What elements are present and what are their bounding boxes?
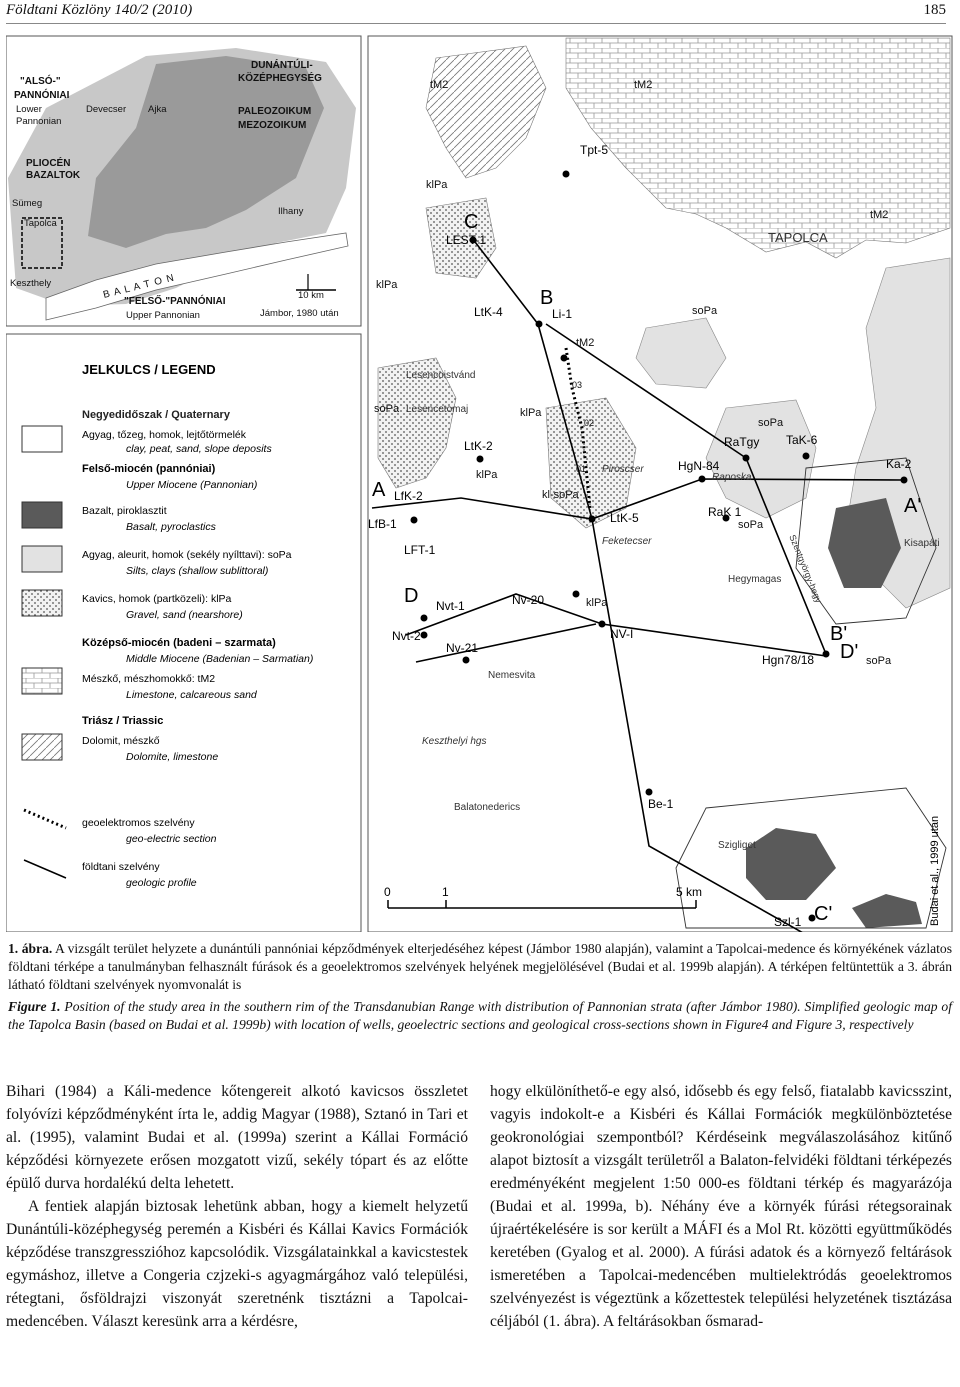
legend-item-hu: Agyag, tőzeg, homok, lejtőtörmelék (82, 429, 247, 441)
unit-symbol: klPa (426, 179, 448, 191)
geoelectric-label: 01 (576, 464, 587, 474)
map-credit: Budai et al., 1999 után (929, 815, 941, 926)
well-marker (421, 615, 428, 622)
well-label: LEST-1 (446, 233, 487, 247)
scale-label: 5 km (676, 885, 703, 899)
running-header (6, 2, 946, 24)
figure-1 (6, 28, 954, 932)
well-label: HgN-84 (678, 459, 720, 473)
legend-heading: Felső-miocén (pannóniai) (82, 463, 216, 475)
legend-item-en: clay, peat, sand, slope deposits (126, 443, 272, 455)
unit-symbol: tM2 (430, 79, 449, 91)
legend-item-en: Dolomite, limestone (126, 751, 219, 763)
well-marker (803, 453, 810, 460)
legend-heading-en: Middle Miocene (Badenian – Sarmatian) (126, 653, 314, 665)
legend-item-en: geo-electric section (126, 833, 217, 845)
inset-label: "FELSŐ-"PANNÓNIAI (124, 296, 226, 307)
legend-item-en: geologic profile (126, 877, 197, 889)
legend-swatch-basalt (22, 502, 62, 528)
unit-symbol: soPa (758, 417, 784, 429)
section-letter: A' (904, 495, 922, 517)
well-marker (743, 455, 750, 462)
well-label: LtK-4 (474, 305, 503, 319)
legend-item-en: Basalt, pyroclastics (126, 521, 216, 533)
well-label: Hgn78/18 (762, 653, 815, 667)
caption-text-hu: A vizsgált terület helyzete a dunántúli pannóniai képződmények elterjedéséhez képest (Jámbor 1980 alapján), valamint a Tapolcai-medence és környékének vázlatos földtani térképe a tanulmányban felhasznált fúrások és a geoelektromos szelvények helyének megjelölésével (Budai et al. 1999b alapján). A térképen feltüntettük a 3. ábrán látható földtani szelvények nyomvonalát is (8, 941, 952, 992)
well-label: RaTgy (724, 435, 760, 449)
inset-label: KÖZÉPHEGYSÉG (238, 73, 322, 84)
unit-symbol: soPa (374, 403, 400, 415)
well-marker (536, 321, 543, 328)
legend-item-hu: Kavics, homok (partközeli): klPa (82, 593, 232, 605)
place-label: Kisapáti (904, 538, 940, 549)
inset-label: Sümeg (12, 198, 43, 209)
legend-swatch-gravel (22, 590, 62, 616)
well-marker (589, 516, 596, 523)
well-marker (561, 355, 568, 362)
unit-symbol: tM2 (576, 337, 595, 349)
legend-heading: Középső-miocén (badeni – szarmata) (82, 637, 276, 649)
place-label: Lesencoistvánd (406, 370, 476, 381)
figure-caption (8, 940, 952, 1038)
well-label: Ka-2 (886, 457, 912, 471)
section-letter: D' (840, 641, 859, 663)
inset-label: Devecser (86, 104, 127, 115)
legend-item-en: Gravel, sand (nearshore) (126, 609, 243, 621)
section-letter: B (540, 287, 554, 309)
well-label: LtK-2 (464, 439, 493, 453)
main-map (368, 36, 952, 932)
unit-symbol: soPa (738, 519, 764, 531)
inset-label: Pannonian (16, 116, 62, 127)
unit-symbol: tM2 (634, 79, 653, 91)
well-marker (477, 456, 484, 463)
well-label: Tpt-5 (580, 143, 609, 157)
well-marker (646, 789, 653, 796)
unit-symbol: tM2 (870, 209, 889, 221)
well-marker (901, 477, 908, 484)
caption-label-hu: 1. ábra. (8, 941, 53, 956)
section-letter: C' (814, 903, 833, 925)
inset-label: Upper Pannonian (126, 310, 200, 321)
caption-hungarian (8, 940, 952, 994)
legend-title: JELKULCS / LEGEND (82, 362, 216, 377)
unit-symbol: soPa (692, 305, 718, 317)
legend-item-hu: geoelektromos szelvény (82, 817, 195, 829)
caption-english (8, 998, 952, 1034)
inset-label: MEZOZOIKUM (238, 120, 307, 131)
place-label: Feketecser (602, 536, 652, 547)
well-marker (463, 657, 470, 664)
place-label: Balatonederics (454, 802, 521, 813)
inset-label: PALEOZOIKUM (238, 106, 312, 117)
scale-label: 0 (384, 885, 391, 899)
caption-text-en: Position of the study area in the southern rim of the Transdanubian Range with distribution of Pannonian strata (after Jámbor 1980). Simplified geologic map of the Tapolca Basin (based on Budai et al. 1999b) with location of wells, geoelectric sections and geological cross-sections shown in Figure4 and Figure 3, respectively (8, 999, 952, 1032)
legend-swatch-limestone (22, 668, 62, 694)
legend-item-hu: földtani szelvény (82, 861, 160, 873)
legend-item-en: Silts, clays (shallow sublittoral) (126, 565, 269, 577)
well-label: NV-I (610, 627, 634, 641)
well-label: LFT-1 (404, 543, 436, 557)
inset-label: PLIOCÉN (26, 158, 71, 169)
well-label: Szl-1 (774, 915, 802, 929)
place-label: Szentgyörgy-hegy (787, 533, 824, 605)
place-label: Lesencetomaj (406, 404, 469, 415)
place-label: Hegymagas (728, 574, 782, 585)
inset-map (6, 36, 361, 326)
unit-symbol: kl-soPa (542, 489, 579, 501)
legend-heading: Negyedidőszak / Quaternary (82, 409, 230, 421)
legend-item-hu: Bazalt, piroklasztit (82, 505, 167, 517)
well-marker (599, 621, 606, 628)
paragraph: Bihari (1984) a Káli-medence kőtengereit alkotó kavicsos összletet folyóvízi képződményként írta le, addig Magyar (1988), Sztanó in Tari et al. (1995), valamint Budai et al. (1999a) szerint a Kállai Formáció képződési környezete erősen mozgatott vizű, sekély tópart és az előtte épülő durva hordalékú delta lehetett. (6, 1083, 468, 1192)
scale-label: 1 (442, 885, 449, 899)
inset-label: BAZALTOK (26, 170, 81, 181)
unit-symbol: klPa (586, 597, 608, 609)
well-label: LfK-2 (394, 489, 423, 503)
legend (6, 334, 361, 932)
geoelectric-label: 03 (572, 380, 583, 390)
paragraph: hogy elkülöníthető-e egy alsó, idősebb és egy felső, fiatalabb kavicsszint, vagyis indokolt-e a Kisbéri és Kállai Formációk megkülönböztetése geokronológiai szempontból? Kérdéseink megválaszolásához kitűnő alapot biztosít a vizsgált területről a Balaton-felvidéki földtani térképezés eredményéként megjelent 1:50 000-es földtani térkép és magyarázója (Budai et al. 1999a, b). Néhány éve a környék fúrási rétegsorainak újraértékelésére is sor került a MÁFI és a Mol Rt. közötti együttműködés keretében (Gyalog et al. 2000). A fúrási adatok és a környező feltárások ismeretében a Tapolcai-medencében multielektródás geoelektromos szelvényezést is végeztünk a kőzettestek települési helyzetének tisztázása céljából (1. ábra). A feltárásokban ősmarad- (490, 1083, 952, 1330)
well-label: LtK-5 (610, 511, 639, 525)
place-label: Raposka (712, 472, 752, 483)
well-label: Nvt-1 (436, 599, 465, 613)
inset-label: Keszthely (10, 278, 52, 289)
inset-label: 10 km (298, 290, 324, 301)
place-label: Nemesvita (488, 670, 536, 681)
legend-swatch-clay (22, 546, 62, 572)
well-label: Nv-21 (446, 641, 479, 655)
place-label: Piroscser (602, 464, 644, 475)
body-column-right (490, 1080, 952, 1333)
inset-label: Ajka (148, 104, 167, 115)
inset-label: Tapolca (24, 218, 57, 229)
unit-symbol: klPa (476, 469, 498, 481)
unit-symbol: klPa (376, 279, 398, 291)
place-label: TAPOLCA (768, 230, 828, 245)
inset-label: Lower (16, 104, 42, 115)
inset-label: Jámbor, 1980 után (260, 308, 339, 319)
inset-label: DUNÁNTÚLI- (251, 60, 313, 71)
well-label: RaK 1 (708, 505, 742, 519)
place-label: Szigliget (718, 840, 756, 851)
well-label: TaK-6 (786, 433, 818, 447)
section-letter: A (372, 479, 386, 501)
section-letter: D (404, 585, 419, 607)
legend-item-en: Limestone, calcareous sand (126, 689, 257, 701)
inset-label: PANNÓNIAI (14, 90, 70, 101)
legend-heading-en: Upper Miocene (Pannonian) (126, 479, 258, 491)
legend-swatch-dolomite (22, 734, 62, 760)
unit-symbol: klPa (520, 407, 542, 419)
legend-heading: Triász / Triassic (82, 715, 164, 727)
well-marker (573, 591, 580, 598)
well-label: LfB-1 (368, 517, 397, 531)
geoelectric-label: 02 (584, 418, 595, 428)
well-label: Li-1 (552, 307, 573, 321)
well-marker (411, 517, 418, 524)
well-marker (421, 632, 428, 639)
inset-label: Ilhany (278, 206, 304, 217)
section-letter: B' (830, 623, 848, 645)
well-label: Nvt-2 (392, 629, 421, 643)
well-label: Be-1 (648, 797, 674, 811)
unit-symbol: soPa (866, 655, 892, 667)
journal-title: Földtani Közlöny 140/2 (2010) (6, 2, 193, 18)
well-marker (699, 476, 706, 483)
inset-label: "ALSÓ-" (20, 76, 61, 87)
well-marker (563, 171, 570, 178)
well-marker (823, 651, 830, 658)
header-rule (6, 23, 946, 24)
paragraph: A fentiek alapján biztosak lehetünk abban, hogy a kiemelt helyzetű Dunántúli-középhegység peremén a Kisbéri és Kállai Kavics Formációk képződése transzgresszióhoz kapcsolódik. Vizsgálatainkkal a kavicstestek egymáshoz, illetve a Congeria czjzeki-s agyagmárgához való települési, rétegtani, ősföldrajzi viszonyát szeretnénk tisztázni a Tapolcai-medencében. Választ keresünk arra a kérdésre, (6, 1198, 468, 1330)
page-number: 185 (923, 2, 946, 18)
caption-label-en: Figure 1. (8, 999, 61, 1014)
legend-swatch-quaternary (22, 426, 62, 452)
legend-item-hu: Agyag, aleurit, homok (sekély nyílttavi): soPa (82, 549, 292, 561)
section-letter: C (464, 211, 479, 233)
place-label: Keszthelyi hgs (422, 736, 487, 747)
inset-label: B A L A T O N (102, 272, 176, 301)
well-label: Nv-20 (512, 593, 545, 607)
body-column-left (6, 1080, 468, 1333)
legend-item-hu: Mészkő, mészhomokkő: tM2 (82, 673, 216, 685)
legend-item-hu: Dolomit, mészkő (82, 735, 160, 747)
